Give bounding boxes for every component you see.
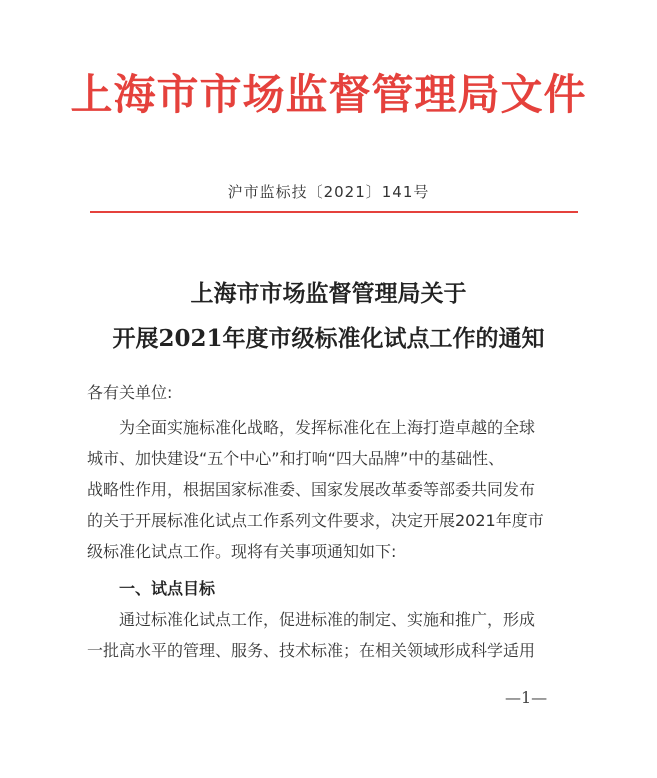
notice-title-line-2: 开展2021年度市级标准化试点工作的通知	[112, 325, 545, 352]
red-divider-line	[90, 211, 578, 213]
salutation: 各有关单位:	[87, 383, 173, 402]
paragraph-line: 一批高水平的管理、服务、技术标准；在相关领域形成科学适用	[87, 641, 536, 660]
issuing-authority-title: 上海市市场监督管理局文件	[70, 70, 587, 119]
paragraph-line: 级标准化试点工作。现将有关事项通知如下:	[87, 542, 397, 561]
section-heading-objectives: 一、试点目标	[119, 579, 216, 598]
paragraph-line: 城市、加快建设“五个中心”和打响“四大品牌”中的基础性、	[87, 449, 505, 468]
paragraph-line: 战略性作用，根据国家标准委、国家发展改革委等部委共同发布	[87, 480, 536, 499]
paragraph-text: 通过标准化试点工作，促进标准的制定、实施和推广，形成	[119, 610, 536, 629]
paragraph-line	[87, 412, 583, 443]
paragraph-intro	[87, 412, 583, 567]
paragraph-objectives	[87, 604, 583, 666]
paragraph-line	[87, 604, 583, 635]
page-number: —1—	[505, 688, 548, 707]
paragraph-line: 的关于开展标准化试点工作系列文件要求，决定开展2021年度市	[87, 511, 544, 530]
paragraph-text: 为全面实施标准化战略，发挥标准化在上海打造卓越的全球	[119, 418, 536, 437]
notice-title-line-1: 上海市市场监督管理局关于	[190, 280, 467, 307]
document-number: 沪市监标技〔2021〕141号	[227, 183, 430, 201]
